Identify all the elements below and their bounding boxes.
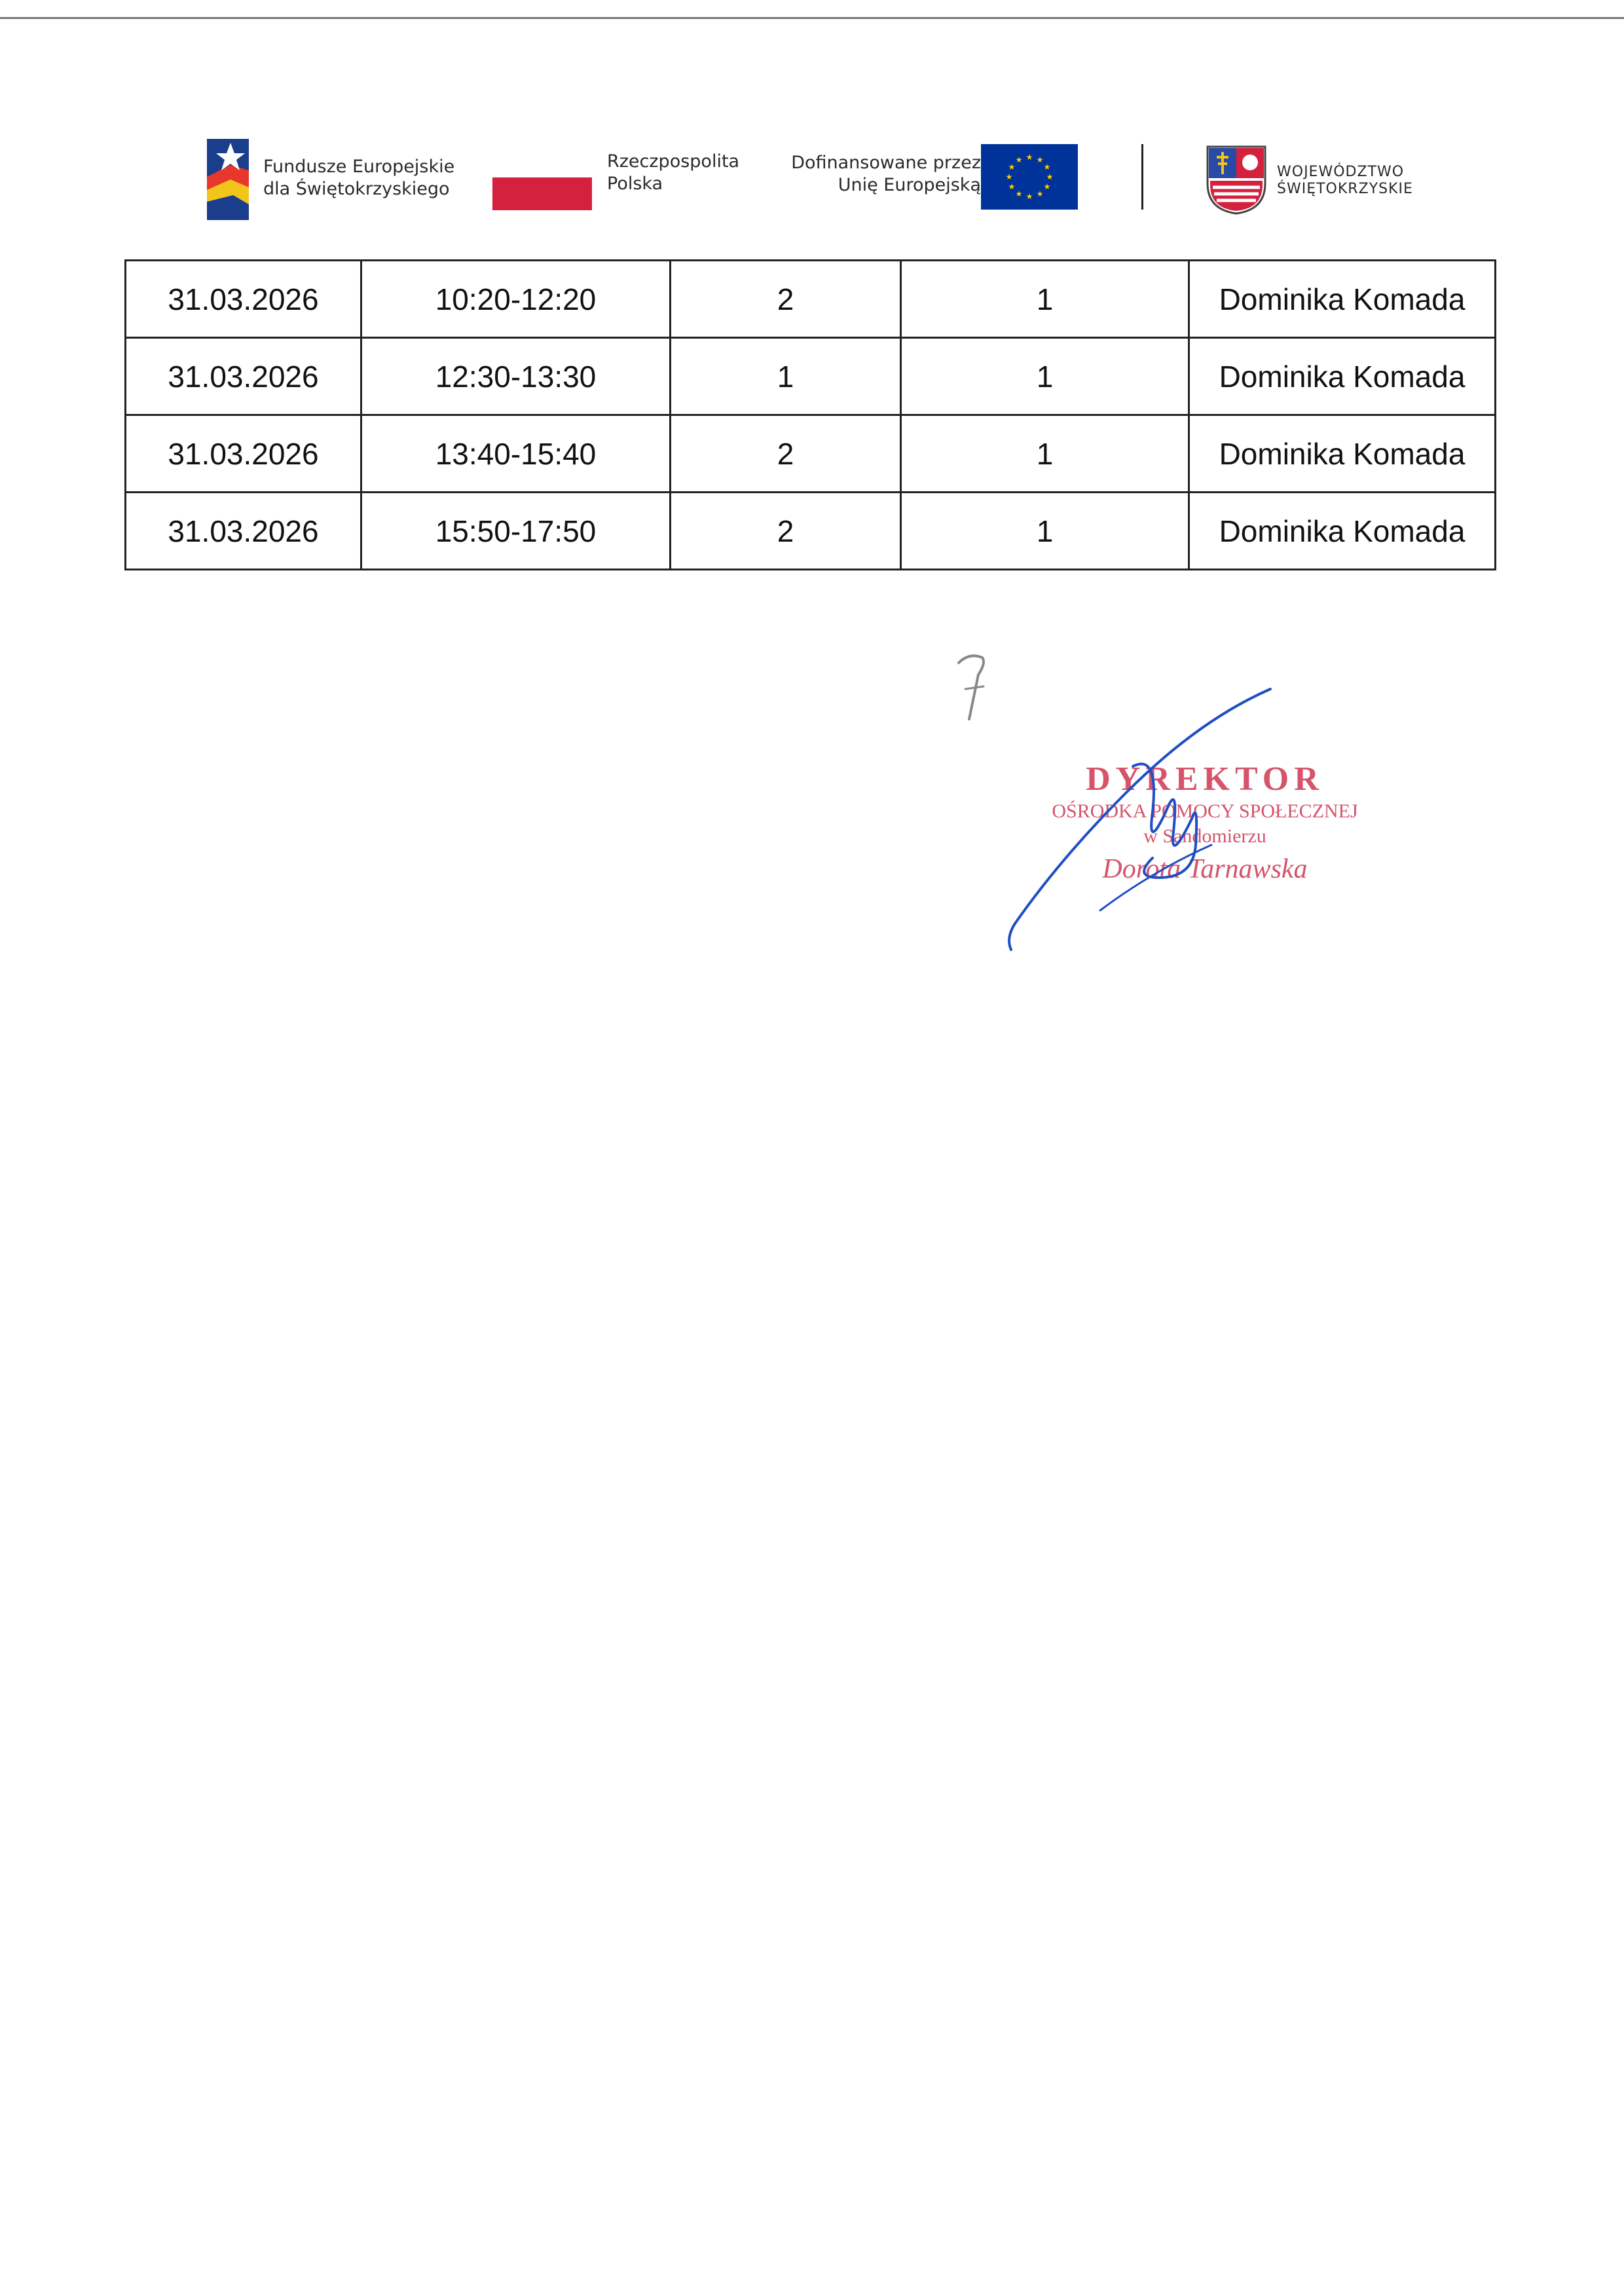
date-cell: 31.03.2026 bbox=[126, 338, 361, 415]
logo-separator bbox=[1141, 144, 1143, 210]
table-row bbox=[126, 493, 1496, 570]
hours-cell: 2 bbox=[671, 415, 901, 493]
time-cell: 15:50-17:50 bbox=[361, 493, 671, 570]
fundusze-line1: Fundusze Europejskie bbox=[263, 157, 455, 177]
person-cell: Dominika Komada bbox=[1189, 261, 1496, 338]
wojewodztwo-logo bbox=[1205, 144, 1421, 216]
count-cell: 1 bbox=[901, 338, 1189, 415]
eu-line1: Dofinansowane przez bbox=[791, 153, 981, 173]
date-cell: 31.03.2026 bbox=[126, 415, 361, 493]
svg-text:★: ★ bbox=[1036, 189, 1044, 198]
time-cell: 12:30-13:30 bbox=[361, 338, 671, 415]
svg-text:★: ★ bbox=[1046, 172, 1054, 181]
eu-line2: Unię Europejską bbox=[838, 175, 981, 195]
fundusze-line2: dla Świętokrzyskiego bbox=[263, 179, 450, 199]
svg-text:★: ★ bbox=[1008, 162, 1016, 172]
stamp-city: w Sandomierzu bbox=[1143, 825, 1266, 847]
hours-cell: 2 bbox=[671, 493, 901, 570]
svg-text:★: ★ bbox=[1015, 189, 1023, 198]
rzeczpospolita-line2: Polska bbox=[607, 174, 663, 194]
handwritten-signature bbox=[1002, 681, 1290, 956]
handwritten-mark bbox=[950, 648, 1002, 734]
time-cell: 10:20-12:20 bbox=[361, 261, 671, 338]
time-cell: 13:40-15:40 bbox=[361, 415, 671, 493]
eu-flag-icon bbox=[981, 144, 1078, 210]
fundusze-europejskie-logo bbox=[204, 131, 479, 223]
logo-header bbox=[0, 124, 1624, 229]
table-row bbox=[126, 338, 1496, 415]
count-cell: 1 bbox=[901, 415, 1189, 493]
count-cell: 1 bbox=[901, 261, 1189, 338]
svg-text:★: ★ bbox=[1025, 153, 1033, 162]
svg-text:★: ★ bbox=[1036, 155, 1044, 164]
svg-text:★: ★ bbox=[1043, 162, 1051, 172]
date-cell: 31.03.2026 bbox=[126, 493, 361, 570]
wojewodztwo-line1: WOJEWÓDZTWO bbox=[1277, 164, 1405, 180]
person-cell: Dominika Komada bbox=[1189, 415, 1496, 493]
schedule-table bbox=[124, 259, 1496, 570]
wojewodztwo-line2: ŚWIĘTOKRZYSKIE bbox=[1277, 181, 1413, 197]
svg-text:★: ★ bbox=[1008, 182, 1016, 191]
polish-flag-icon bbox=[492, 177, 592, 210]
rzeczpospolita-logo bbox=[492, 151, 754, 223]
person-cell: Dominika Komada bbox=[1189, 338, 1496, 415]
top-rule bbox=[0, 17, 1624, 19]
hours-cell: 2 bbox=[671, 261, 901, 338]
stamp-director-name: Dorota Tarnawska bbox=[1102, 854, 1308, 884]
hours-cell: 1 bbox=[671, 338, 901, 415]
stamp-title: DYREKTOR bbox=[1086, 760, 1324, 798]
svg-text:★: ★ bbox=[1043, 182, 1051, 191]
svg-text:★: ★ bbox=[1015, 155, 1023, 164]
rzeczpospolita-line1: Rzeczpospolita bbox=[607, 151, 740, 172]
svg-text:★: ★ bbox=[1005, 172, 1013, 181]
fundusze-emblem-icon bbox=[204, 131, 257, 223]
date-cell: 31.03.2026 bbox=[126, 261, 361, 338]
table-row bbox=[126, 415, 1496, 493]
person-cell: Dominika Komada bbox=[1189, 493, 1496, 570]
eu-funding-logo bbox=[777, 144, 1078, 223]
coat-of-arms-icon bbox=[1205, 144, 1268, 216]
svg-text:★: ★ bbox=[1025, 192, 1033, 201]
count-cell: 1 bbox=[901, 493, 1189, 570]
table-row bbox=[126, 261, 1496, 338]
stamp-institution: OŚRODKA POMOCY SPOŁECZNEJ bbox=[1052, 800, 1358, 822]
